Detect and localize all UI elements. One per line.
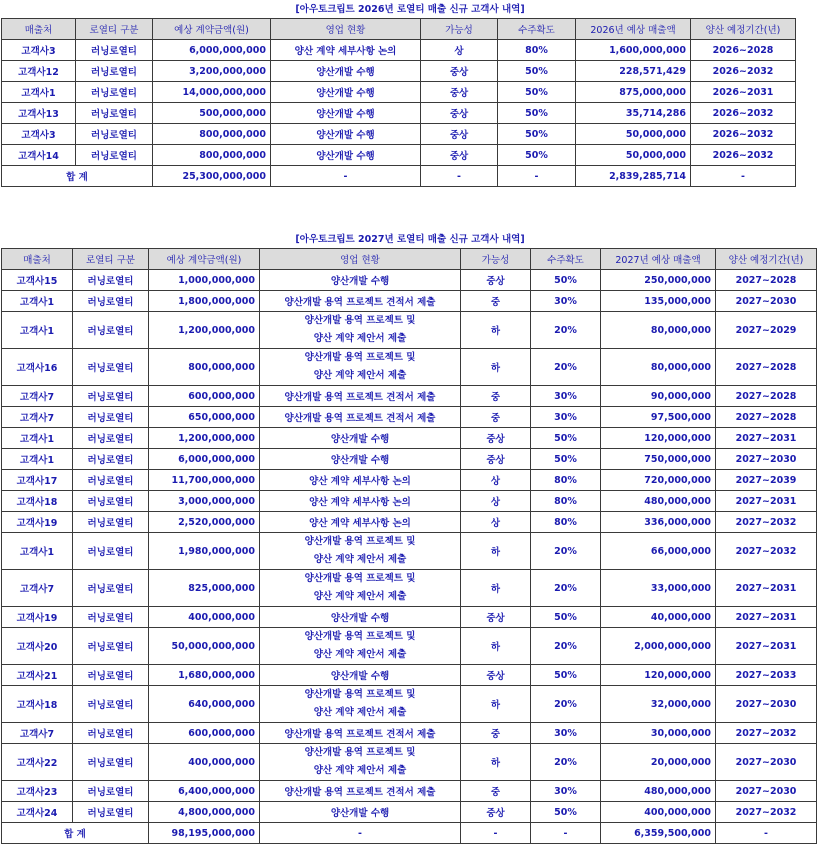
cell-royalty-type: 러닝로열티 — [76, 82, 153, 103]
cell-probability: 중상 — [421, 124, 498, 145]
cell-expected-revenue: 480,000,000 — [601, 781, 716, 802]
cell-expected-revenue: 30,000,000 — [601, 723, 716, 744]
cell-probability: 중상 — [421, 61, 498, 82]
cell-customer: 고객사12 — [2, 61, 76, 82]
header-sales-status: 영업 현황 — [271, 19, 421, 40]
cell-customer: 고객사1 — [2, 533, 73, 570]
cell-expected-revenue: 1,600,000,000 — [576, 40, 691, 61]
cell-probability: 상 — [461, 512, 531, 533]
header-contract-amount: 예상 계약금액(원) — [153, 19, 271, 40]
cell-expected-revenue: 35,714,286 — [576, 103, 691, 124]
cell-sales-status: 양산개발 수행 — [260, 665, 461, 686]
cell-expected-revenue: 250,000,000 — [601, 270, 716, 291]
cell-contract-amount: 600,000,000 — [149, 386, 260, 407]
cell-contract-amount: 6,000,000,000 — [153, 40, 271, 61]
cell-production-period: 2027~2030 — [716, 781, 817, 802]
cell-sales-status: 양산개발 용역 프로젝트 및 양산 계약 제안서 제출 — [260, 570, 461, 607]
cell-royalty-type: 러닝로열티 — [73, 407, 149, 428]
cell-expected-revenue: 80,000,000 — [601, 312, 716, 349]
cell-production-period: 2027~2029 — [716, 312, 817, 349]
table-row — [2, 349, 817, 386]
header-expected-revenue: 2027년 예상 매출액 — [601, 249, 716, 270]
cell-win-rate: 20% — [531, 349, 601, 386]
cell-customer: 고객사7 — [2, 723, 73, 744]
cell-sales-status: 양산개발 용역 프로젝트 견적서 제출 — [260, 386, 461, 407]
cell-production-period: 2027~2032 — [716, 802, 817, 823]
cell-expected-revenue: 50,000,000 — [576, 145, 691, 166]
cell-sales-status: 양산개발 용역 프로젝트 견적서 제출 — [260, 781, 461, 802]
cell-win-rate: 50% — [498, 103, 576, 124]
cell-probability: 중상 — [461, 802, 531, 823]
cell-win-rate: 50% — [498, 124, 576, 145]
cell-royalty-type: 러닝로열티 — [73, 607, 149, 628]
cell-expected-revenue: 228,571,429 — [576, 61, 691, 82]
table-row — [2, 491, 817, 512]
cell-production-period: 2027~2031 — [716, 428, 817, 449]
table2-caption: [아우토크립트 2027년 로열티 매출 신규 고객사 내역] — [295, 234, 525, 245]
cell-royalty-type: 러닝로열티 — [73, 386, 149, 407]
cell-contract-amount: 11,700,000,000 — [149, 470, 260, 491]
table-row — [2, 470, 817, 491]
header-production-period: 양산 예정기간(년) — [691, 19, 796, 40]
cell-sales-status: 양산개발 용역 프로젝트 및 양산 계약 제안서 제출 — [260, 312, 461, 349]
header-royalty-type: 로열티 구분 — [76, 19, 153, 40]
cell-customer: 고객사3 — [2, 124, 76, 145]
total-row — [2, 823, 817, 844]
cell-win-rate: 80% — [531, 491, 601, 512]
cell-contract-amount: 6,000,000,000 — [149, 449, 260, 470]
cell-sales-status: 양산개발 용역 프로젝트 견적서 제출 — [260, 723, 461, 744]
cell-win-rate: 50% — [531, 802, 601, 823]
cell-customer: 고객사23 — [2, 781, 73, 802]
cell-win-rate: 20% — [531, 744, 601, 781]
table-row — [2, 312, 817, 349]
cell-customer: 고객사18 — [2, 686, 73, 723]
cell-customer: 고객사7 — [2, 570, 73, 607]
header-customer: 매출처 — [2, 19, 76, 40]
cell-contract-amount: 2,520,000,000 — [149, 512, 260, 533]
cell-probability: 중상 — [461, 607, 531, 628]
cell-expected-revenue: 33,000,000 — [601, 570, 716, 607]
cell-royalty-type: 러닝로열티 — [73, 470, 149, 491]
cell-contract-amount: 3,200,000,000 — [153, 61, 271, 82]
cell-customer: 고객사19 — [2, 607, 73, 628]
table-row — [2, 291, 817, 312]
cell-probability: 중상 — [461, 428, 531, 449]
cell-contract-amount: 3,000,000,000 — [149, 491, 260, 512]
cell-expected-revenue: 336,000,000 — [601, 512, 716, 533]
cell-royalty-type: 러닝로열티 — [73, 533, 149, 570]
header-customer: 매출처 — [2, 249, 73, 270]
cell-expected-revenue: 40,000,000 — [601, 607, 716, 628]
cell-royalty-type: 러닝로열티 — [73, 312, 149, 349]
cell-customer: 고객사1 — [2, 449, 73, 470]
cell-probability: 상 — [461, 491, 531, 512]
cell-contract-amount: 640,000,000 — [149, 686, 260, 723]
cell-customer: 고객사7 — [2, 407, 73, 428]
cell-expected-revenue: 32,000,000 — [601, 686, 716, 723]
cell-royalty-type: 러닝로열티 — [73, 628, 149, 665]
cell-expected-revenue: 750,000,000 — [601, 449, 716, 470]
cell-royalty-type: 러닝로열티 — [73, 291, 149, 312]
table-row — [2, 686, 817, 723]
cell-production-period: 2027~2028 — [716, 270, 817, 291]
cell-expected-revenue: 120,000,000 — [601, 428, 716, 449]
cell-sales-status: 양산 계약 세부사항 논의 — [271, 40, 421, 61]
cell-sales-status: 양산개발 용역 프로젝트 및 양산 계약 제안서 제출 — [260, 744, 461, 781]
header-row — [2, 19, 796, 40]
cell-production-period: 2026~2032 — [691, 145, 796, 166]
cell-win-rate: 20% — [531, 686, 601, 723]
cell-production-period: 2027~2030 — [716, 291, 817, 312]
cell-expected-revenue: 97,500,000 — [601, 407, 716, 428]
table-row — [2, 449, 817, 470]
table-row — [2, 428, 817, 449]
cell-contract-amount: 800,000,000 — [153, 124, 271, 145]
cell-win-rate: 50% — [531, 607, 601, 628]
cell-contract-amount: 4,800,000,000 — [149, 802, 260, 823]
cell-probability: 하 — [461, 628, 531, 665]
total-label: 합 계 — [2, 823, 149, 844]
cell-win-rate: 50% — [531, 665, 601, 686]
table-row — [2, 103, 796, 124]
cell-probability: 하 — [461, 570, 531, 607]
cell-royalty-type: 러닝로열티 — [73, 665, 149, 686]
cell-sales-status: 양산 계약 세부사항 논의 — [260, 470, 461, 491]
total-production-period: - — [716, 823, 817, 844]
cell-sales-status: 양산개발 용역 프로젝트 및 양산 계약 제안서 제출 — [260, 533, 461, 570]
cell-sales-status: 양산개발 용역 프로젝트 견적서 제출 — [260, 407, 461, 428]
cell-production-period: 2027~2032 — [716, 512, 817, 533]
cell-contract-amount: 800,000,000 — [153, 145, 271, 166]
cell-production-period: 2027~2032 — [716, 533, 817, 570]
cell-royalty-type: 러닝로열티 — [73, 491, 149, 512]
table-row — [2, 407, 817, 428]
cell-probability: 하 — [461, 312, 531, 349]
header-royalty-type: 로열티 구분 — [73, 249, 149, 270]
cell-contract-amount: 400,000,000 — [149, 607, 260, 628]
cell-sales-status: 양산 계약 세부사항 논의 — [260, 512, 461, 533]
cell-win-rate: 50% — [498, 61, 576, 82]
cell-sales-status: 양산개발 수행 — [271, 82, 421, 103]
cell-production-period: 2026~2032 — [691, 61, 796, 82]
cell-royalty-type: 러닝로열티 — [73, 781, 149, 802]
total-win-rate: - — [498, 166, 576, 187]
cell-production-period: 2026~2028 — [691, 40, 796, 61]
cell-win-rate: 50% — [498, 82, 576, 103]
cell-sales-status: 양산개발 수행 — [271, 145, 421, 166]
cell-probability: 상 — [421, 40, 498, 61]
cell-production-period: 2027~2028 — [716, 349, 817, 386]
cell-production-period: 2027~2032 — [716, 723, 817, 744]
table-row — [2, 145, 796, 166]
cell-royalty-type: 러닝로열티 — [76, 61, 153, 82]
cell-royalty-type: 러닝로열티 — [76, 40, 153, 61]
cell-production-period: 2027~2033 — [716, 665, 817, 686]
cell-contract-amount: 400,000,000 — [149, 744, 260, 781]
cell-customer: 고객사24 — [2, 802, 73, 823]
cell-royalty-type: 러닝로열티 — [73, 349, 149, 386]
cell-customer: 고객사20 — [2, 628, 73, 665]
cell-royalty-type: 러닝로열티 — [73, 744, 149, 781]
cell-sales-status: 양산개발 수행 — [271, 103, 421, 124]
cell-customer: 고객사21 — [2, 665, 73, 686]
cell-contract-amount: 50,000,000,000 — [149, 628, 260, 665]
total-contract-amount: 98,195,000,000 — [149, 823, 260, 844]
cell-expected-revenue: 20,000,000 — [601, 744, 716, 781]
cell-customer: 고객사15 — [2, 270, 73, 291]
cell-production-period: 2027~2030 — [716, 449, 817, 470]
total-contract-amount: 25,300,000,000 — [153, 166, 271, 187]
cell-production-period: 2027~2030 — [716, 744, 817, 781]
cell-contract-amount: 1,680,000,000 — [149, 665, 260, 686]
cell-production-period: 2027~2028 — [716, 386, 817, 407]
cell-probability: 중 — [461, 781, 531, 802]
cell-win-rate: 50% — [531, 428, 601, 449]
cell-probability: 중상 — [421, 145, 498, 166]
total-row — [2, 166, 796, 187]
header-probability: 가능성 — [461, 249, 531, 270]
header-probability: 가능성 — [421, 19, 498, 40]
cell-production-period: 2027~2031 — [716, 570, 817, 607]
total-win-rate: - — [531, 823, 601, 844]
cell-probability: 하 — [461, 349, 531, 386]
cell-probability: 하 — [461, 533, 531, 570]
cell-customer: 고객사22 — [2, 744, 73, 781]
cell-win-rate: 20% — [531, 533, 601, 570]
table-row — [2, 607, 817, 628]
cell-probability: 중 — [461, 723, 531, 744]
table-row — [2, 40, 796, 61]
cell-win-rate: 50% — [531, 449, 601, 470]
cell-royalty-type: 러닝로열티 — [73, 512, 149, 533]
table-row — [2, 124, 796, 145]
cell-production-period: 2026~2032 — [691, 124, 796, 145]
cell-sales-status: 양산 계약 세부사항 논의 — [260, 491, 461, 512]
table-row — [2, 82, 796, 103]
cell-win-rate: 80% — [531, 512, 601, 533]
cell-royalty-type: 러닝로열티 — [76, 103, 153, 124]
cell-sales-status: 양산개발 용역 프로젝트 및 양산 계약 제안서 제출 — [260, 349, 461, 386]
total-expected-revenue: 6,359,500,000 — [601, 823, 716, 844]
table-row — [2, 723, 817, 744]
cell-win-rate: 30% — [531, 723, 601, 744]
cell-production-period: 2027~2031 — [716, 628, 817, 665]
cell-probability: 상 — [461, 470, 531, 491]
cell-contract-amount: 800,000,000 — [149, 349, 260, 386]
cell-expected-revenue: 90,000,000 — [601, 386, 716, 407]
cell-probability: 중상 — [421, 82, 498, 103]
cell-sales-status: 양산개발 용역 프로젝트 견적서 제출 — [260, 291, 461, 312]
cell-contract-amount: 825,000,000 — [149, 570, 260, 607]
cell-contract-amount: 1,200,000,000 — [149, 312, 260, 349]
cell-customer: 고객사1 — [2, 291, 73, 312]
table-row — [2, 744, 817, 781]
cell-win-rate: 50% — [498, 145, 576, 166]
cell-win-rate: 80% — [498, 40, 576, 61]
cell-royalty-type: 러닝로열티 — [73, 802, 149, 823]
cell-expected-revenue: 480,000,000 — [601, 491, 716, 512]
header-sales-status: 영업 현황 — [260, 249, 461, 270]
table-row — [2, 512, 817, 533]
cell-probability: 중상 — [461, 449, 531, 470]
table-row — [2, 386, 817, 407]
cell-production-period: 2027~2030 — [716, 686, 817, 723]
header-contract-amount: 예상 계약금액(원) — [149, 249, 260, 270]
cell-win-rate: 30% — [531, 407, 601, 428]
cell-sales-status: 양산개발 용역 프로젝트 및 양산 계약 제안서 제출 — [260, 686, 461, 723]
cell-expected-revenue: 875,000,000 — [576, 82, 691, 103]
cell-contract-amount: 6,400,000,000 — [149, 781, 260, 802]
cell-expected-revenue: 66,000,000 — [601, 533, 716, 570]
cell-contract-amount: 1,200,000,000 — [149, 428, 260, 449]
cell-contract-amount: 600,000,000 — [149, 723, 260, 744]
cell-win-rate: 20% — [531, 628, 601, 665]
header-production-period: 양산 예정기간(년) — [716, 249, 817, 270]
cell-royalty-type: 러닝로열티 — [73, 723, 149, 744]
cell-customer: 고객사3 — [2, 40, 76, 61]
cell-probability: 중상 — [461, 270, 531, 291]
table-row — [2, 628, 817, 665]
cell-royalty-type: 러닝로열티 — [73, 449, 149, 470]
cell-sales-status: 양산개발 수행 — [260, 270, 461, 291]
cell-expected-revenue: 720,000,000 — [601, 470, 716, 491]
cell-customer: 고객사18 — [2, 491, 73, 512]
cell-royalty-type: 러닝로열티 — [73, 270, 149, 291]
cell-production-period: 2026~2031 — [691, 82, 796, 103]
cell-sales-status: 양산개발 수행 — [271, 61, 421, 82]
table-row — [2, 533, 817, 570]
cell-win-rate: 30% — [531, 386, 601, 407]
cell-sales-status: 양산개발 수행 — [271, 124, 421, 145]
cell-expected-revenue: 50,000,000 — [576, 124, 691, 145]
total-probability: - — [461, 823, 531, 844]
cell-win-rate: 80% — [531, 470, 601, 491]
cell-sales-status: 양산개발 수행 — [260, 428, 461, 449]
cell-contract-amount: 500,000,000 — [153, 103, 271, 124]
cell-probability: 중 — [461, 386, 531, 407]
cell-customer: 고객사17 — [2, 470, 73, 491]
cell-contract-amount: 1,980,000,000 — [149, 533, 260, 570]
cell-customer: 고객사1 — [2, 428, 73, 449]
cell-customer: 고객사14 — [2, 145, 76, 166]
cell-expected-revenue: 2,000,000,000 — [601, 628, 716, 665]
table-row — [2, 665, 817, 686]
cell-expected-revenue: 135,000,000 — [601, 291, 716, 312]
table-2026-customers — [1, 18, 796, 187]
cell-production-period: 2027~2039 — [716, 470, 817, 491]
cell-expected-revenue: 400,000,000 — [601, 802, 716, 823]
cell-royalty-type: 러닝로열티 — [73, 428, 149, 449]
cell-customer: 고객사7 — [2, 386, 73, 407]
cell-win-rate: 50% — [531, 270, 601, 291]
cell-contract-amount: 1,000,000,000 — [149, 270, 260, 291]
header-win-rate: 수주확도 — [531, 249, 601, 270]
cell-production-period: 2027~2031 — [716, 607, 817, 628]
header-row — [2, 249, 817, 270]
total-probability: - — [421, 166, 498, 187]
total-sales-status: - — [271, 166, 421, 187]
header-win-rate: 수주확도 — [498, 19, 576, 40]
header-expected-revenue: 2026년 예상 매출액 — [576, 19, 691, 40]
cell-probability: 하 — [461, 686, 531, 723]
table-row — [2, 781, 817, 802]
cell-production-period: 2027~2028 — [716, 407, 817, 428]
table-row — [2, 802, 817, 823]
cell-probability: 중 — [461, 291, 531, 312]
total-expected-revenue: 2,839,285,714 — [576, 166, 691, 187]
table1-caption: [아우토크립트 2026년 로열티 매출 신규 고객사 내역] — [295, 4, 525, 15]
cell-royalty-type: 러닝로열티 — [73, 570, 149, 607]
cell-win-rate: 30% — [531, 291, 601, 312]
cell-sales-status: 양산개발 수행 — [260, 449, 461, 470]
cell-sales-status: 양산개발 수행 — [260, 607, 461, 628]
cell-contract-amount: 650,000,000 — [149, 407, 260, 428]
cell-royalty-type: 러닝로열티 — [76, 124, 153, 145]
cell-customer: 고객사1 — [2, 312, 73, 349]
cell-contract-amount: 1,800,000,000 — [149, 291, 260, 312]
cell-royalty-type: 러닝로열티 — [76, 145, 153, 166]
cell-sales-status: 양산개발 수행 — [260, 802, 461, 823]
cell-production-period: 2027~2031 — [716, 491, 817, 512]
cell-expected-revenue: 80,000,000 — [601, 349, 716, 386]
cell-production-period: 2026~2032 — [691, 103, 796, 124]
cell-customer: 고객사1 — [2, 82, 76, 103]
table-2027-customers — [1, 248, 817, 844]
cell-customer: 고객사16 — [2, 349, 73, 386]
table-row — [2, 61, 796, 82]
table-row — [2, 270, 817, 291]
cell-probability: 하 — [461, 744, 531, 781]
cell-probability: 중상 — [461, 665, 531, 686]
cell-royalty-type: 러닝로열티 — [73, 686, 149, 723]
cell-sales-status: 양산개발 용역 프로젝트 및 양산 계약 제안서 제출 — [260, 628, 461, 665]
total-production-period: - — [691, 166, 796, 187]
cell-probability: 중상 — [421, 103, 498, 124]
cell-customer: 고객사19 — [2, 512, 73, 533]
cell-customer: 고객사13 — [2, 103, 76, 124]
total-label: 합 계 — [2, 166, 153, 187]
cell-win-rate: 30% — [531, 781, 601, 802]
total-sales-status: - — [260, 823, 461, 844]
cell-expected-revenue: 120,000,000 — [601, 665, 716, 686]
table-row — [2, 570, 817, 607]
cell-win-rate: 20% — [531, 570, 601, 607]
cell-probability: 중 — [461, 407, 531, 428]
cell-win-rate: 20% — [531, 312, 601, 349]
cell-contract-amount: 14,000,000,000 — [153, 82, 271, 103]
